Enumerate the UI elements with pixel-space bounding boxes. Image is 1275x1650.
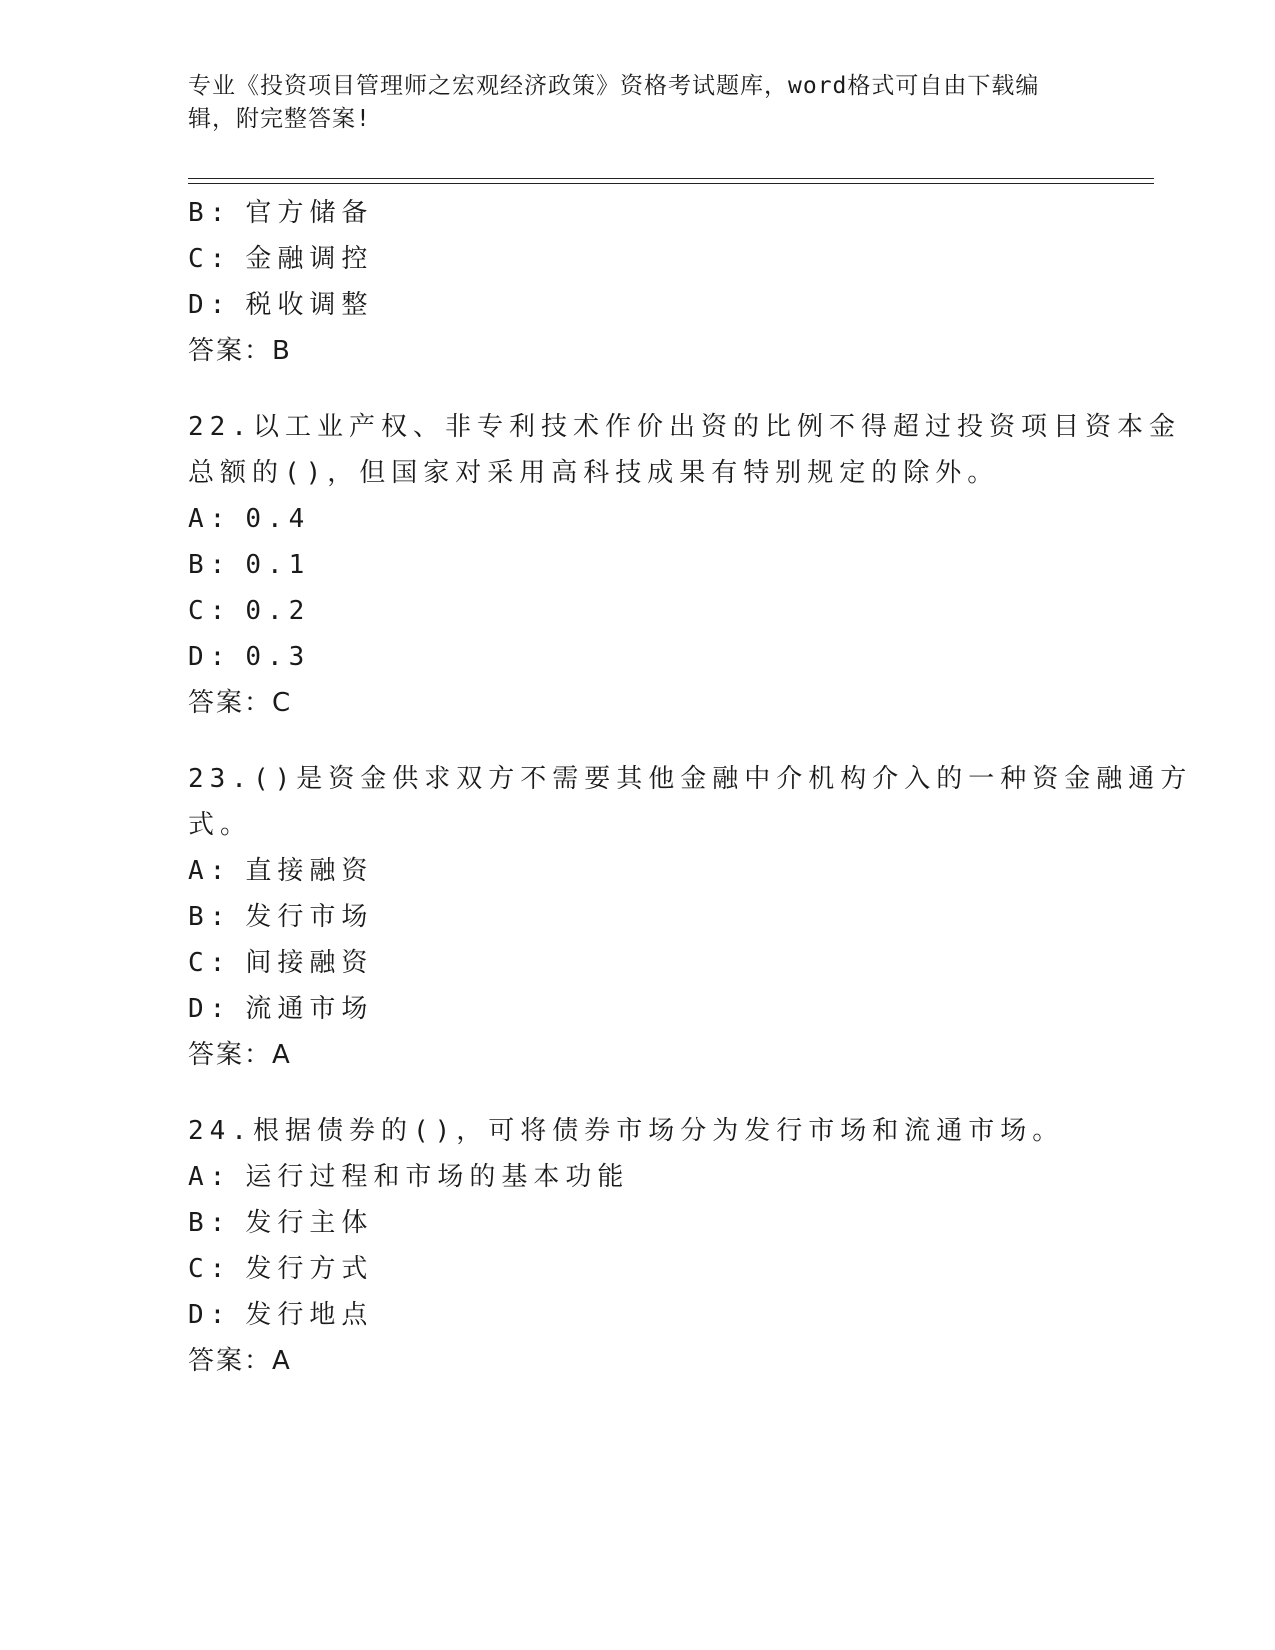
- option-d: [188, 282, 1088, 328]
- option-letter: A:: [188, 1162, 232, 1192]
- question-stem-line-1: 22.以工业产权、非专利技术作价出资的比例不得超过投资项目资本金: [188, 412, 1181, 442]
- question-stem-line-2: 总额的()，但国家对采用高科技成果有特别规定的除外。: [188, 458, 1000, 488]
- option-letter: C:: [188, 1254, 232, 1284]
- question-stem-line-1: 23.()是资金供求双方不需要其他金融中介机构介入的一种资金融通方: [188, 764, 1193, 794]
- answer-line: 答案：C: [188, 688, 293, 718]
- option-letter: B:: [188, 550, 232, 580]
- option-d: [188, 1292, 1088, 1338]
- option-text: 0.1: [245, 550, 311, 580]
- option-text: 发行市场: [245, 902, 374, 932]
- option-text: 发行主体: [245, 1208, 374, 1238]
- option-c: [188, 236, 1088, 282]
- option-letter: D:: [188, 642, 232, 672]
- question-23: [188, 756, 1193, 1078]
- option-c: [188, 1246, 1088, 1292]
- option-letter: A:: [188, 856, 232, 886]
- option-text: 发行地点: [245, 1300, 374, 1330]
- option-text: 0.3: [245, 642, 311, 672]
- option-d: [188, 634, 1088, 680]
- question-22: [188, 404, 1181, 726]
- option-a: [188, 496, 1088, 542]
- question-stem-line-1: 24.根据债券的()，可将债券市场分为发行市场和流通市场。: [188, 1116, 1065, 1146]
- option-letter: C:: [188, 244, 232, 274]
- option-text: 0.4: [245, 504, 311, 534]
- option-text: 税收调整: [245, 290, 374, 320]
- option-b: [188, 894, 1088, 940]
- option-text: 发行方式: [245, 1254, 374, 1284]
- answer-line: 答案：A: [188, 1346, 292, 1376]
- option-letter: D:: [188, 994, 232, 1024]
- answer-line: 答案：A: [188, 1040, 292, 1070]
- option-text: 间接融资: [245, 948, 374, 978]
- option-a: [188, 1154, 1088, 1200]
- document-header: [188, 70, 1088, 136]
- option-letter: D:: [188, 1300, 232, 1330]
- option-text: 直接融资: [245, 856, 374, 886]
- header-line-2: 辑，附完整答案!: [188, 106, 371, 132]
- header-divider-bottom: [188, 183, 1154, 184]
- question-content: [188, 190, 1193, 1384]
- option-letter: A:: [188, 504, 232, 534]
- question-stem-line-2: 式。: [188, 810, 253, 840]
- option-letter: B:: [188, 902, 232, 932]
- option-b: [188, 190, 1088, 236]
- answer-line: 答案：B: [188, 336, 292, 366]
- option-c: [188, 940, 1088, 986]
- header-divider-top: [188, 178, 1154, 179]
- option-letter: B:: [188, 198, 232, 228]
- option-b: [188, 1200, 1088, 1246]
- question-24: [188, 1108, 1088, 1384]
- option-d: [188, 986, 1088, 1032]
- option-letter: B:: [188, 1208, 232, 1238]
- option-letter: C:: [188, 948, 232, 978]
- option-a: [188, 848, 1088, 894]
- option-b: [188, 542, 1088, 588]
- option-text: 金融调控: [245, 244, 374, 274]
- option-text: 官方储备: [245, 198, 374, 228]
- option-letter: C:: [188, 596, 232, 626]
- option-c: [188, 588, 1088, 634]
- header-line-1: 专业《投资项目管理师之宏观经济政策》资格考试题库，word格式可自由下载编: [188, 73, 1040, 99]
- question-21-tail: [188, 190, 1088, 374]
- option-text: 0.2: [245, 596, 311, 626]
- option-text: 流通市场: [245, 994, 374, 1024]
- option-letter: D:: [188, 290, 232, 320]
- option-text: 运行过程和市场的基本功能: [245, 1162, 630, 1192]
